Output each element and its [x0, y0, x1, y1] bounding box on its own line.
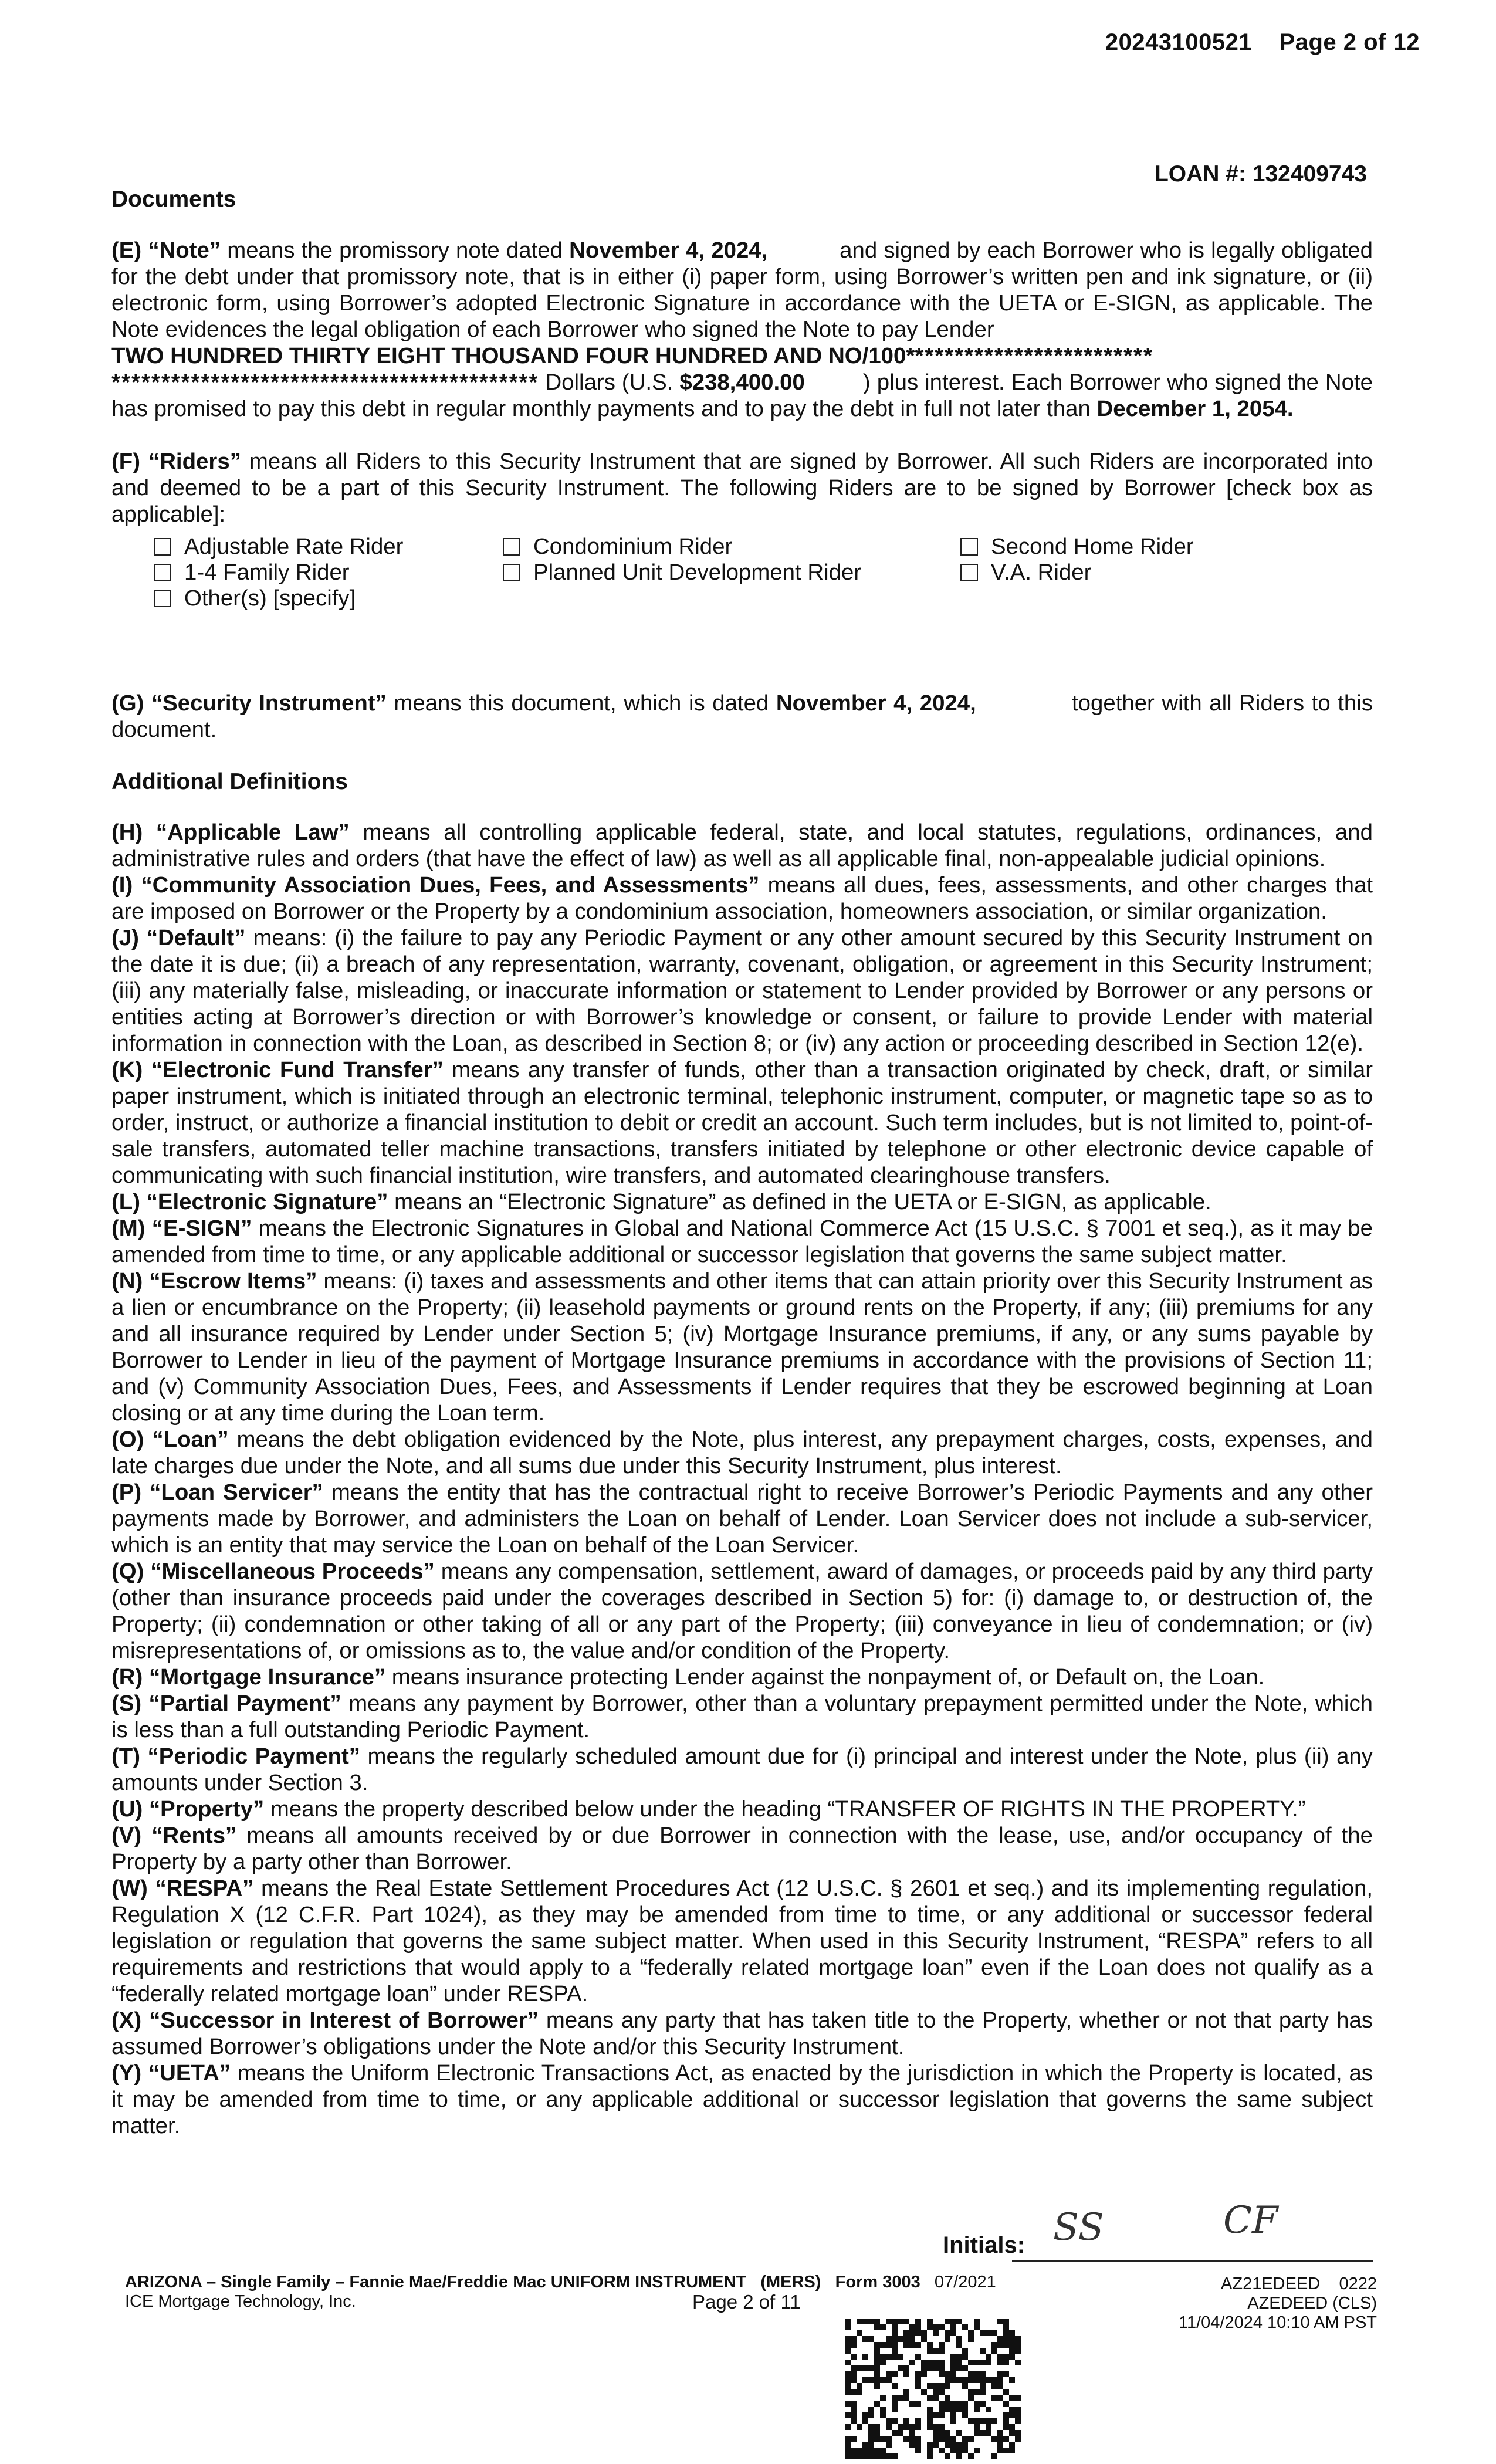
checkbox-icon[interactable] — [503, 538, 520, 556]
footer-state: ARIZONA — [125, 2273, 202, 2292]
checkbox-icon[interactable] — [503, 564, 520, 581]
initials-mark-2: CF — [1223, 2199, 1278, 2242]
checkbox-icon[interactable] — [154, 564, 171, 581]
amount-words: TWO HUNDRED THIRTY EIGHT THOUSAND FOUR HUNDRED AND NO/100* — [111, 343, 915, 368]
rider-pud[interactable]: Planned Unit Development Rider — [503, 560, 960, 585]
footer-code1-num: 0222 — [1339, 2275, 1377, 2293]
riders-definition: (F) “Riders” means all Riders to this Security Instrument that are signed by Borrower. All such Riders are incorporated into and deemed to be a part of this Security Instrument. The following Riders are to be signed by Borrower [check box as applicable]: — [111, 449, 1373, 527]
definition-item: (X) “Successor in Interest of Borrower” means any party that has taken title to the Property, whether or not that party has assumed Borrower’s obligations under the Note and/or this Security Instrument. — [111, 2008, 1373, 2059]
security-instrument-date: November 4, 2024, — [776, 691, 976, 716]
definition-item: (Y) “UETA” means the Uniform Electronic Transactions Act, as enacted by the jurisdiction in which the Property is located, as it may be amended from time to time, or any applicable additional or successor legislation that governs the same subject matter. — [111, 2060, 1373, 2138]
security-instrument-label: (G) “Security Instrument” — [111, 691, 387, 716]
definition-item: (I) “Community Association Dues, Fees, and Assessments” means all dues, fees, assessments, and other charges that are imposed on Borrower or the Property by a condominium association, homeowners association, or similar organization. — [111, 872, 1373, 924]
maturity-date: December 1, 2054. — [1096, 396, 1294, 421]
definition-item: (V) “Rents” means all amounts received by or due Borrower in connection with the lease, use, and/or occupancy of the Property by a party other than Borrower. — [111, 1823, 1373, 1874]
rider-1-4-family[interactable]: 1-4 Family Rider — [154, 560, 503, 585]
security-instrument-definition: (G) “Security Instrument” means this document, which is dated November 4, 2024, together with all Riders to this document. — [111, 691, 1373, 742]
qr-barcode-icon — [845, 2319, 1021, 2459]
note-label: (E) “Note” — [111, 238, 221, 263]
definition-item: (Q) “Miscellaneous Proceeds” means any compensation, settlement, award of damages, or proceeds paid by any third party (other than insurance proceeds paid under the coverages described in Section 5) for: (i) damage to, or destruction of, the Property; (ii) condemnation or other taking of all or any part of the Property; (iii) conveyance in lieu of condemnation; or (iv) misrepresentations of, or omissions as to, the value and/or condition of the Property. — [111, 1559, 1373, 1663]
definition-item: (K) “Electronic Fund Transfer” means any transfer of funds, other than a transaction originated by check, draft, or similar paper instrument, which is initiated through an electronic terminal, telephonic instrument, computer, or magnetic tape so as to order, instruct, or authorize a financial institution to debit or credit an account. Such term includes, but is not limited to, point-of-sale transfers, automated teller machine transactions, transfers initiated by telephone or other electronic device capable of communicating with such financial institution, wire transfers, and automated clearinghouse transfers. — [111, 1057, 1373, 1188]
loan-amount: $238,400.00 — [679, 370, 805, 395]
initials-line — [1012, 2260, 1373, 2262]
documents-heading: Documents — [111, 187, 236, 212]
rider-condominium[interactable]: Condominium Rider — [503, 534, 960, 560]
definitions-list — [111, 819, 1373, 2139]
loan-number: LOAN #: 132409743 — [1154, 161, 1367, 187]
definition-item: (U) “Property” means the property described below under the heading “TRANSFER OF RIGHTS IN THE PROPERTY.” — [111, 1796, 1306, 1822]
note-date: November 4, 2024, — [569, 238, 768, 263]
rider-va[interactable]: V.A. Rider — [960, 560, 1091, 585]
footer-timestamp: 11/04/2024 10:10 AM PST — [1178, 2313, 1377, 2332]
footer-form-date: 07/2021 — [934, 2273, 996, 2292]
initials-label: Initials: — [943, 2232, 1025, 2258]
recording-header — [1105, 29, 1420, 56]
definition-item: (T) “Periodic Payment” means the regularly scheduled amount due for (i) principal and interest under the Note, plus (ii) any amounts under Section 3. — [111, 1744, 1373, 1795]
footer-form: Form 3003 — [835, 2273, 920, 2292]
definition-item: (P) “Loan Servicer” means the entity that has the contractual right to receive Borrower’s Periodic Payments and any other payments made by Borrower, and administers the Loan on behalf of Lender. Loan Servicer does not include a sub-servicer, which is an entity that may service the Loan on behalf of the Loan Servicer. — [111, 1480, 1373, 1558]
footer-codes — [1179, 2275, 1377, 2333]
definition-item: (W) “RESPA” means the Real Estate Settlement Procedures Act (12 U.S.C. § 2601 et seq.) and its implementing regulation, Regulation X (12 C.F.R. Part 1024), as they may be amended from time to time, or any additional or successor federal legislation or regulation that governs the same subject matter. When used in this Security Instrument, “RESPA” refers to all requirements and restrictions that would apply to a “federally related mortgage loan” even if the Loan does not qualify as a “federally related mortgage loan” under RESPA. — [111, 1876, 1373, 2006]
footer-code1: AZ21EDEED — [1221, 2275, 1321, 2293]
initials-mark-1: SS — [1053, 2206, 1104, 2249]
definition-item: (R) “Mortgage Insurance” means insurance protecting Lender against the nonpayment of, or Default on, the Loan. — [111, 1664, 1265, 1690]
definition-item: (L) “Electronic Signature” means an “Electronic Signature” as defined in the UETA or E-SIGN, as applicable. — [111, 1189, 1211, 1214]
checkbox-icon[interactable] — [154, 590, 171, 607]
recording-number: 20243100521 — [1105, 29, 1253, 55]
definition-item: (S) “Partial Payment” means any payment by Borrower, other than a voluntary prepayment permitted under the Note, which is less than a full outstanding Periodic Payment. — [111, 1691, 1373, 1742]
riders-checklist — [154, 534, 1327, 611]
checkbox-icon[interactable] — [960, 564, 978, 581]
definition-item: (H) “Applicable Law” means all controlling applicable federal, state, and local statutes, regulations, ordinances, and administrative rules and orders (that have the effect of law) as well as all applicable final, non-appealable judicial opinions. — [111, 820, 1373, 871]
additional-definitions-heading: Additional Definitions — [111, 769, 348, 794]
footer-form-desc: – Single Family – Fannie Mae/Freddie Mac UNIFORM INSTRUMENT — [202, 2273, 747, 2292]
note-definition: (E) “Note” means the promissory note dated November 4, 2024, and signed by each Borrower who is legally obligated for the debt under that promissory note, that is in either (i) paper form, using Borrower’s written pen and ink signature, or (ii) electronic form, using Borrower’s adopted Electronic Signature in accordance with the UETA or E-SIGN, as applicable. The Note evidences the legal obligation of each Borrower who signed the Note to pay Lender TWO HUNDRED THIRTY EIGHT THOUSAND FOUR HUNDRED AND NO/100************************* ******************************************* Dollars (U.S. $238,400.00 ) plus interest. Each Borrower who signed the Note has promised to pay this debt in regular monthly payments and to pay the debt in full not later than December 1, 2054. — [111, 238, 1373, 421]
rider-other[interactable]: Other(s) [specify] — [154, 585, 503, 611]
footer-page: Page 2 of 11 — [692, 2291, 801, 2313]
footer-mers: (MERS) — [760, 2273, 821, 2292]
footer-code2: AZEDEED (CLS) — [1247, 2294, 1377, 2313]
definition-item: (M) “E-SIGN” means the Electronic Signatures in Global and National Commerce Act (15 U.S.C. § 7001 et seq.), as it may be amended from time to time, or any applicable additional or successor legislation that governs the same subject matter. — [111, 1216, 1373, 1267]
checkbox-icon[interactable] — [154, 538, 171, 556]
footer-company: ICE Mortgage Technology, Inc. — [125, 2292, 356, 2311]
checkbox-icon[interactable] — [960, 538, 978, 556]
rider-adjustable-rate[interactable]: Adjustable Rate Rider — [154, 534, 503, 560]
page-indicator: Page 2 of 12 — [1279, 29, 1420, 55]
definition-item: (N) “Escrow Items” means: (i) taxes and assessments and other items that can attain priority over this Security Instrument as a lien or encumbrance on the Property; (ii) leasehold payments or ground rents on the Property, if any; (iii) premiums for any and all insurance required by Lender under Section 5; (iv) Mortgage Insurance premiums, if any, or any sums payable by Borrower to Lender in lieu of the payment of Mortgage Insurance premiums in accordance with the provisions of Section 11; and (v) Community Association Dues, Fees, and Assessments if Lender requires that they be escrowed beginning at Loan closing or at any time during the Loan term. — [111, 1268, 1373, 1426]
form-footer — [125, 2273, 996, 2311]
definition-item: (O) “Loan” means the debt obligation evidenced by the Note, plus interest, any prepayment charges, costs, expenses, and late charges due under the Note, and all sums due under this Security Instrument, plus interest. — [111, 1427, 1373, 1478]
rider-second-home[interactable]: Second Home Rider — [960, 534, 1194, 560]
riders-label: (F) “Riders” — [111, 449, 241, 474]
definition-item: (J) “Default” means: (i) the failure to pay any Periodic Payment or any other amount secured by this Security Instrument on the date it is due; (ii) a breach of any representation, warranty, covenant, obligation, or agreement in this Security Instrument; (iii) any materially false, misleading, or inaccurate information or statement to Lender provided by Borrower or any persons or entities acting at Borrower’s direction or with Borrower’s knowledge or consent, or failure to provide Lender with material information in connection with the Loan, as described in Section 8; or (iv) any action or proceeding described in Section 12(e). — [111, 925, 1373, 1056]
